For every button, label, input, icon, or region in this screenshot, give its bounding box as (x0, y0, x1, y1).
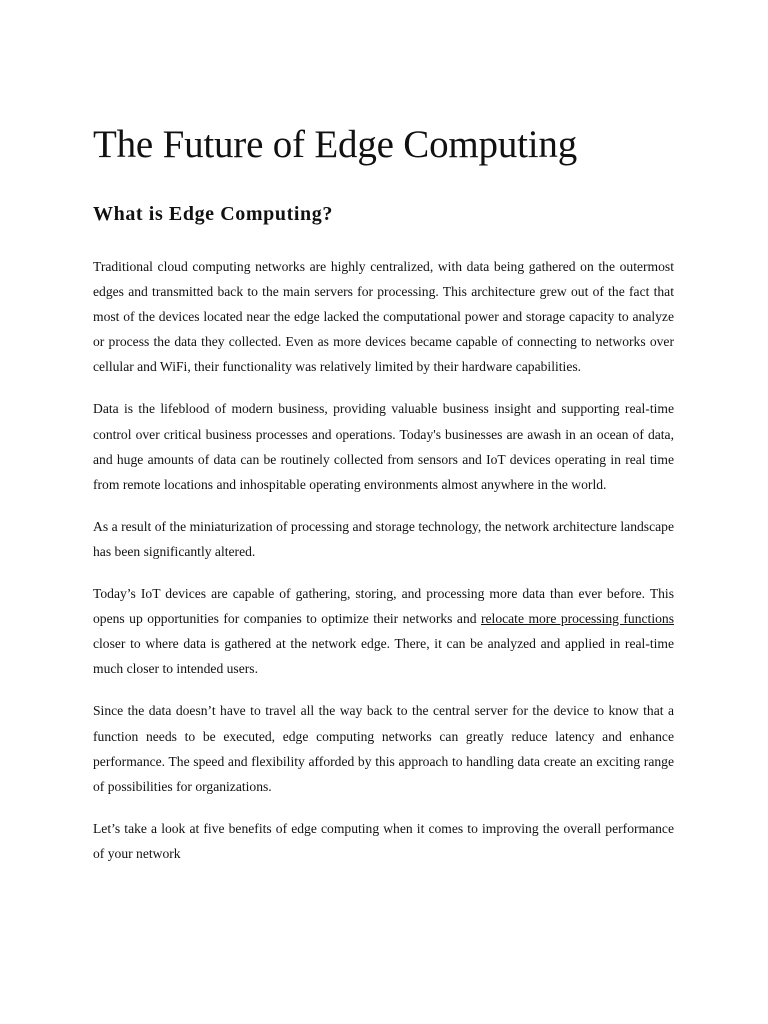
paragraph-2: Data is the lifeblood of modern business, providing valuable business insight and supporting real-time control over critical business processes and operations. Today's businesses are awash in an ocean of data, and huge amounts of data can be routinely collected from sensors and IoT devices operating in real time from remote locations and inhospitable operating environments almost anywhere in the world. (93, 401, 674, 492)
document-title: The Future of Edge Computing (93, 123, 577, 166)
relocate-processing-link[interactable]: relocate more processing functions (480, 611, 674, 627)
section-heading: What is Edge Computing? (93, 203, 333, 225)
paragraph-4-text-end: closer to where data is gathered at the network edge. There, it can be analyzed and applied in real-time much closer to intended users. (93, 636, 674, 677)
paragraph-5: Since the data doesn’t have to travel all the way back to the central server for the device to know that a function needs to be executed, edge computing networks can greatly reduce latency and enhance performance. The speed and flexibility afforded by this approach to handling data create an exciting range of possibilities for organizations. (93, 703, 674, 794)
document-content (93, 122, 674, 866)
paragraph-4-text-start: Today’s IoT devices are capable of gathering, storing, and processing more data than ever before. This opens up opportunities for companies to optimize their networks and (93, 586, 674, 627)
paragraph-1: Traditional cloud computing networks are highly centralized, with data being gathered on the outermost edges and transmitted back to the main servers for processing. This architecture grew out of the fact that most of the devices located near the edge lacked the computational power and storage capacity to analyze or process the data they collected. Even as more devices became capable of connecting to networks over cellular and WiFi, their functionality was relatively limited by their hardware capabilities. (93, 259, 674, 375)
paragraph-3: As a result of the miniaturization of processing and storage technology, the network architecture landscape has been significantly altered. (93, 518, 674, 559)
paragraph-6: Let’s take a look at five benefits of edge computing when it comes to improving the overall performance of your network (93, 820, 674, 861)
paragraph-4 (93, 581, 674, 681)
